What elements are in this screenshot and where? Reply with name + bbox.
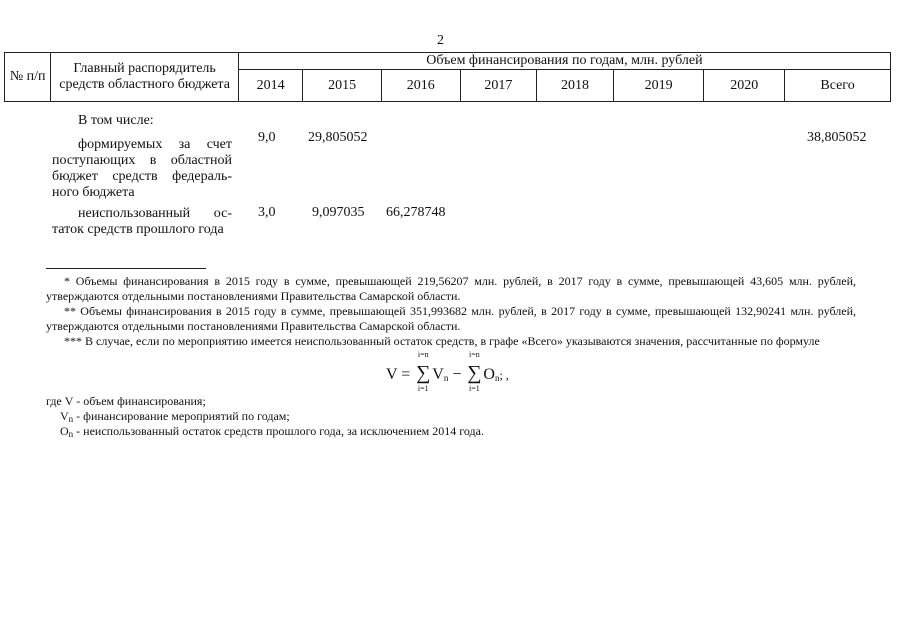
sum-symbol: ∑ i=n i=1 xyxy=(467,350,482,393)
row-label: неиспользованный ос-таток средств прошлого года xyxy=(52,206,232,237)
page-number: 2 xyxy=(437,33,444,48)
header-num: № п/п xyxy=(5,53,51,102)
header-name: Главный распорядитель средств областного бюджета xyxy=(51,53,238,102)
header-year: 2014 xyxy=(238,70,303,102)
sum-symbol: ∑ i=n i=1 xyxy=(416,350,431,393)
header-year: 2018 xyxy=(537,70,614,102)
footnote-divider xyxy=(46,268,206,269)
definition-vn: $V_n$ - финансирование мероприятий по годам; xyxy=(60,409,290,424)
row-label: формируемых за счет поступающих в областной бюджет средств федераль-ного бюджета xyxy=(52,137,232,200)
header-year: 2019 xyxy=(613,70,704,102)
footnote-2: ** Объемы финансирования в 2015 году в сумме, превышающей 351,993682 млн. рублей, в 2017 году в сумме, превышающей 132,90241 млн. рублей, утверждаются отдельными постановлениями Правительства Самарской области. xyxy=(46,304,856,333)
header-year: 2015 xyxy=(303,70,382,102)
header-year: 2017 xyxy=(460,70,537,102)
header-year: 2016 xyxy=(381,70,460,102)
cell-value: 9,0 xyxy=(258,130,276,145)
row-label: В том числе: xyxy=(78,113,154,128)
cell-value: 3,0 xyxy=(258,205,276,220)
formula: V = ∑ i=n i=1 $V_n$ − ∑ i=n i=1 $O_n$; , xyxy=(386,350,509,393)
header-year: 2020 xyxy=(704,70,785,102)
header-group: Объем финансирования по годам, млн. рублей xyxy=(238,53,890,70)
footnote-3: *** В случае, если по мероприятию имеется неиспользованный остаток средств, в графе «Всего» указываются значения, рассчитанные по формуле xyxy=(64,334,820,348)
cell-value: 38,805052 xyxy=(807,130,867,145)
definition-v: где V - объем финансирования; xyxy=(46,394,206,408)
cell-value: 29,805052 xyxy=(308,130,368,145)
definition-on: $O_n$ - неиспользованный остаток средств прошлого года, за исключением 2014 года. xyxy=(60,424,484,439)
cell-value: 66,278748 xyxy=(386,205,446,220)
header-total: Всего xyxy=(785,70,891,102)
footnote-1: * Объемы финансирования в 2015 году в сумме, превышающей 219,56207 млн. рублей, в 2017 году в сумме, превышающей 43,605 млн. рублей, утверждаются отдельными постановлениями Правительства Самарской области. xyxy=(46,274,856,303)
cell-value: 9,097035 xyxy=(312,205,365,220)
financing-table-header xyxy=(4,52,891,102)
